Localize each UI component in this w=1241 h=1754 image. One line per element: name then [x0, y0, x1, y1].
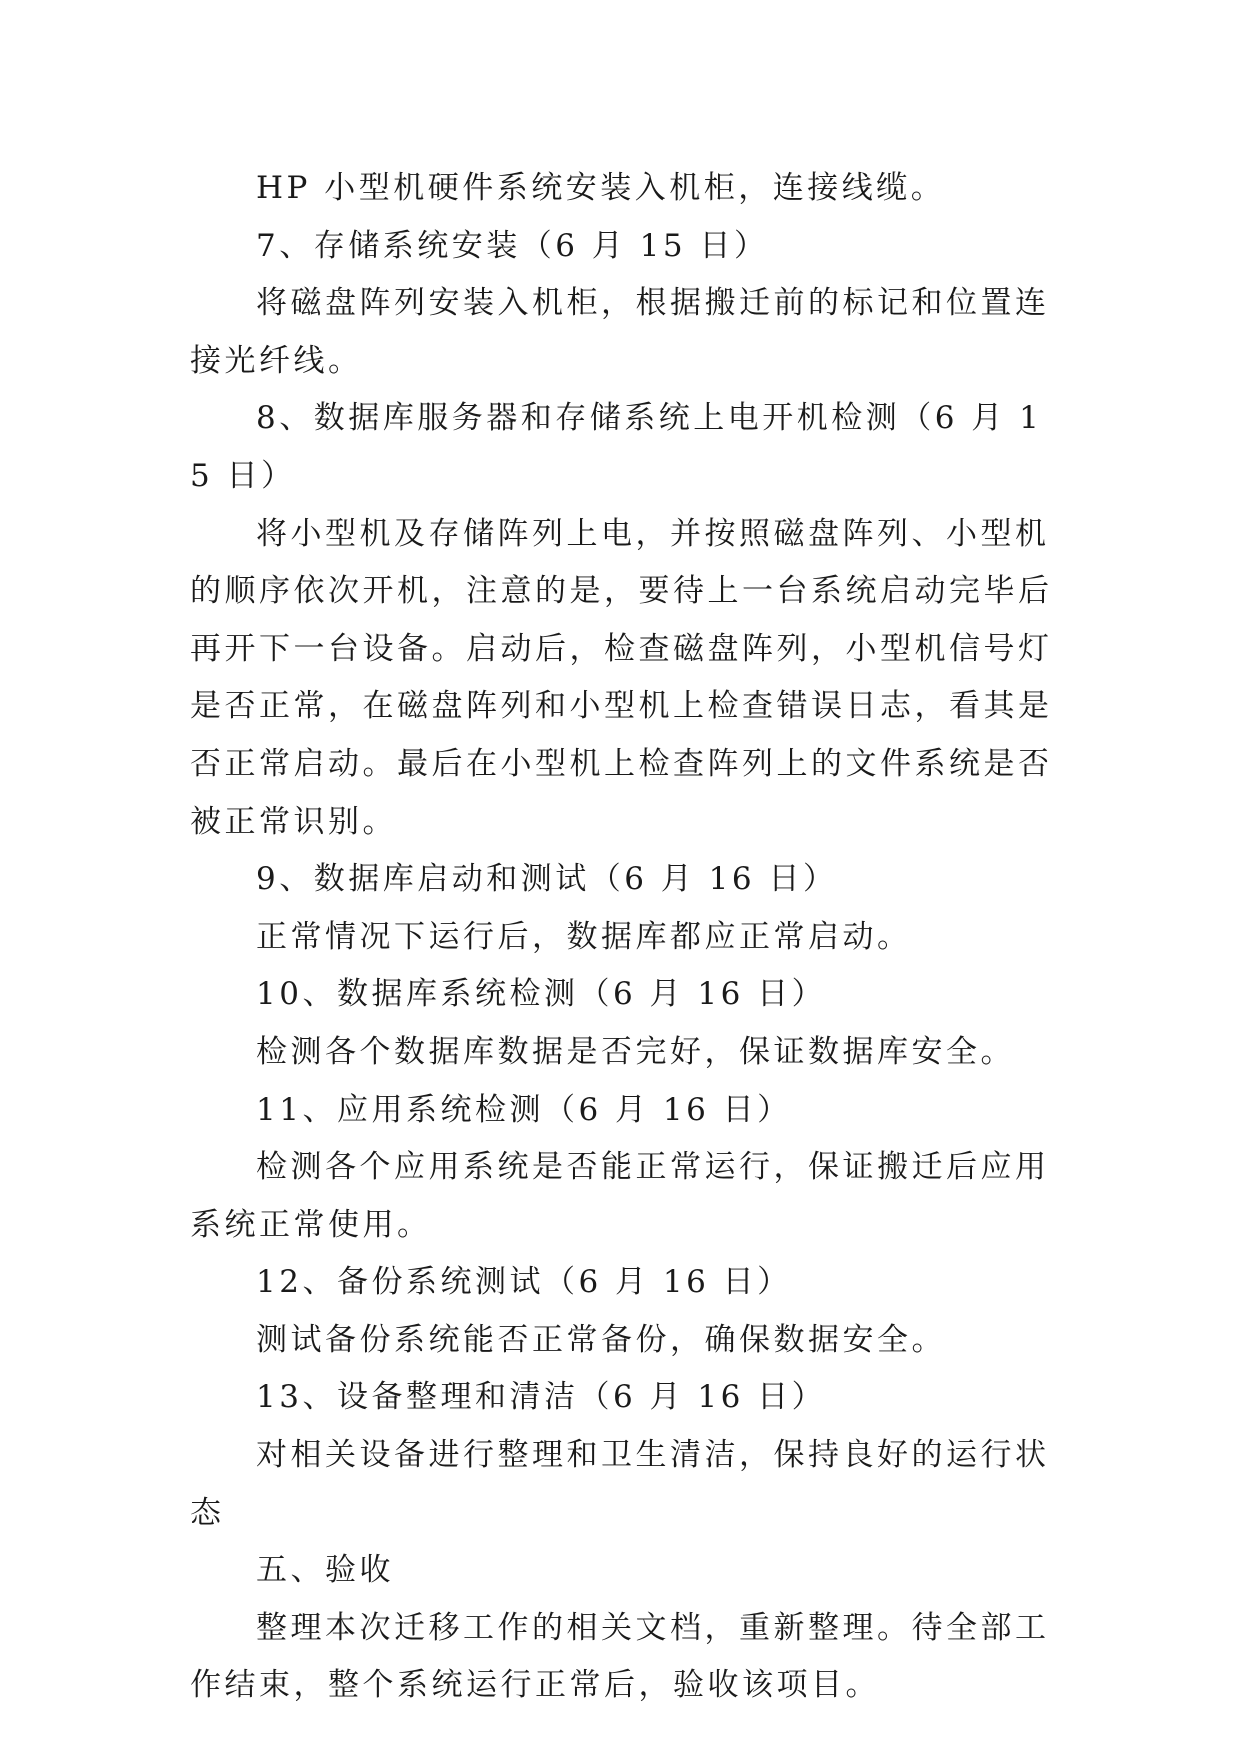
heading-power-on-check: 8、数据库服务器和存储系统上电开机检测（6 月 15 日） [190, 400, 1043, 494]
paragraph-database-system-check: 检测各个数据库数据是否完好，保证数据库安全。 [256, 1033, 1015, 1070]
heading-equipment-cleanup: 13、设备整理和清洁（6 月 16 日） [256, 1379, 827, 1416]
paragraph-database-start-test: 正常情况下运行后，数据库都应正常启动。 [256, 918, 912, 955]
paragraph-hp-hardware-install: HP 小型机硬件系统安装入机柜，连接线缆。 [256, 170, 946, 206]
heading-database-start-test: 9、数据库启动和测试（6 月 16 日） [256, 861, 838, 898]
paragraph-backup-system-test: 测试备份系统能否正常备份，确保数据安全。 [256, 1321, 946, 1358]
document-body [190, 160, 1060, 1715]
paragraph-storage-install: 将磁盘阵列安装入机柜，根据搬迁前的标记和位置连接光纤线。 [190, 285, 1050, 379]
heading-database-system-check: 10、数据库系统检测（6 月 16 日） [256, 976, 827, 1013]
paragraph-application-system-check: 检测各个应用系统是否能正常运行，保证搬迁后应用系统正常使用。 [190, 1149, 1050, 1243]
heading-application-system-check: 11、应用系统检测（6 月 16 日） [256, 1091, 792, 1128]
heading-acceptance: 五、验收 [256, 1552, 394, 1589]
heading-backup-system-test: 12、备份系统测试（6 月 16 日） [256, 1264, 792, 1301]
paragraph-equipment-cleanup: 对相关设备进行整理和卫生清洁，保持良好的运行状态 [190, 1437, 1050, 1531]
paragraph-power-on-check: 将小型机及存储阵列上电，并按照磁盘阵列、小型机的顺序依次开机，注意的是，要待上一台系统启动完毕后再开下一台设备。启动后，检查磁盘阵列，小型机信号灯是否正常，在磁盘阵列和小型机上检查错误日志，看其是否正常启动。最后在小型机上检查阵列上的文件系统是否被正常识别。 [190, 515, 1053, 840]
heading-storage-install: 7、存储系统安装（6 月 15 日） [256, 227, 769, 264]
paragraph-acceptance: 整理本次迁移工作的相关文档，重新整理。待全部工作结束，整个系统运行正常后，验收该项目。 [190, 1609, 1050, 1704]
